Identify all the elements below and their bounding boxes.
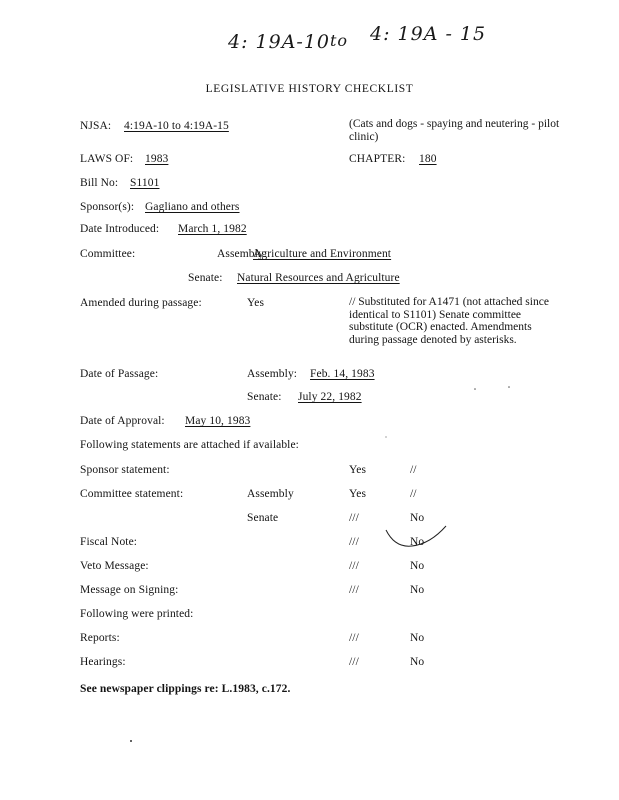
amended-label: Amended during passage: [80,297,202,309]
passage-assembly-value: Feb. 14, 1983 [310,368,375,380]
handwritten-citation-end: 4: 19A - 15 [370,23,487,45]
passage-assembly-label: Assembly: [247,368,298,380]
date-introduced-value: March 1, 1982 [178,223,247,235]
committee-label: Committee: [80,248,136,260]
statement-col1: /// [349,584,359,596]
chapter-label: CHAPTER: [349,153,406,165]
speck [508,386,510,388]
statement-col1: /// [349,560,359,572]
statement-col2: No [410,560,425,572]
date-introduced-label: Date Introduced: [80,223,160,235]
sponsors-label: Sponsor(s): [80,201,135,213]
njsa-value: 4:19A-10 to 4:19A-15 [124,120,229,132]
statement-label: Committee statement: [80,488,184,500]
printed-label: Hearings: [80,656,126,668]
statement-col2: // [410,488,417,500]
statement-label: Message on Signing: [80,584,179,596]
bill-no-label: Bill No: [80,177,119,189]
printed-label: Reports: [80,632,120,644]
date-of-approval-value: May 10, 1983 [185,415,251,427]
amended-note: // Substituted for A1471 (not attached since identical to S1101) Senate committee substitute (OCR) enacted. Amendments during passage denoted by asterisks. [349,296,549,346]
printed-col1: /// [349,656,359,668]
date-of-passage-label: Date of Passage: [80,368,159,380]
laws-of-value: 1983 [145,153,169,165]
bill-no-value: S1101 [130,177,160,189]
statement-col2: No [410,512,425,524]
committee-senate-label: Senate: [188,272,223,284]
statement-sub: Senate [247,512,279,524]
chapter-value: 180 [419,153,437,165]
statement-col1: Yes [349,488,367,500]
statement-col1: /// [349,536,359,548]
njsa-note: (Cats and dogs - spaying and neutering - pilot clinic) [349,118,560,143]
statement-label: Fiscal Note: [80,536,138,548]
printed-col1: /// [349,632,359,644]
statement-col1: /// [349,512,359,524]
statement-col2: // [410,464,417,476]
statement-col2: No [410,584,425,596]
attached-heading: Following statements are attached if available: [80,439,299,451]
statement-col1: Yes [349,464,367,476]
passage-senate-label: Senate: [247,391,282,403]
printed-col2: No [410,656,425,668]
laws-of-label: LAWS OF: [80,153,134,165]
statement-col2: No [410,536,425,548]
speck [474,388,476,390]
sponsors-value: Gagliano and others [145,201,240,213]
statement-label: Veto Message: [80,560,149,572]
footer-note: See newspaper clippings re: L.1983, c.172. [80,683,291,695]
speck [130,740,132,742]
handwritten-to: to [330,31,349,50]
njsa-label: NJSA: [80,120,112,132]
statement-sub: Assembly [247,488,294,500]
printed-col2: No [410,632,425,644]
passage-senate-value: July 22, 1982 [298,391,362,403]
handwritten-citation-start: 4: 19A-10 [228,31,331,53]
printed-heading: Following were printed: [80,608,194,620]
committee-senate-value: Natural Resources and Agriculture [237,272,400,284]
amended-value: Yes [247,297,265,309]
committee-assembly-value: Agriculture and Environment [253,248,392,260]
page-title: LEGISLATIVE HISTORY CHECKLIST [205,83,414,95]
date-of-approval-label: Date of Approval: [80,415,165,427]
speck [385,436,386,437]
statement-label: Sponsor statement: [80,464,170,476]
committee-assembly-label: Assembly: [217,248,268,260]
